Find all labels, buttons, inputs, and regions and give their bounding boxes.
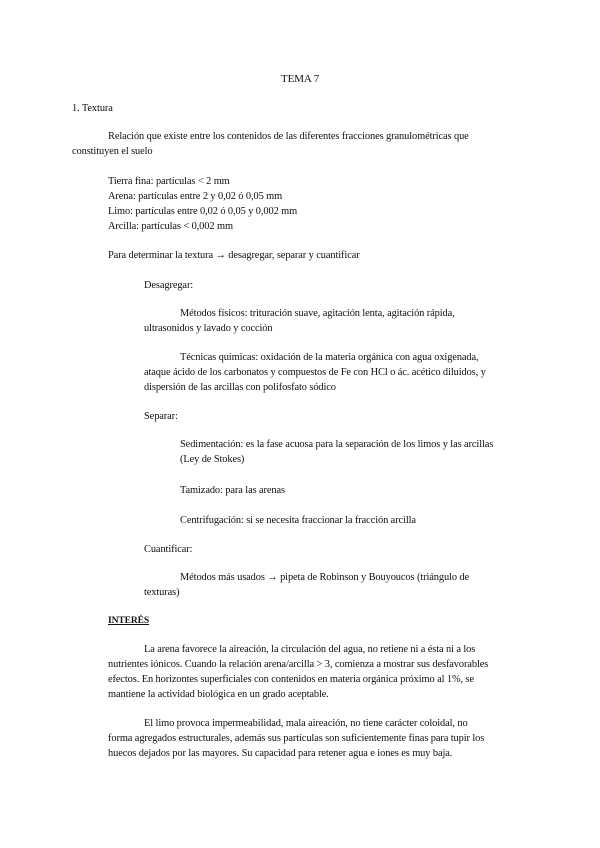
sedimentation-line-2: (Ley de Stokes) bbox=[180, 454, 245, 465]
physical-methods-line-1: Métodos físicos: trituración suave, agitación lenta, agitación rápida, bbox=[180, 308, 455, 319]
subheading-separar: Separar: bbox=[144, 411, 178, 422]
physical-methods-line-2: ultrasonidos y lavado y cocción bbox=[144, 323, 273, 334]
fraction-item: Arena: partículas entre 2 y 0,02 ó 0,05 mm bbox=[108, 191, 283, 202]
sand-paragraph-line: mantiene la actividad biológica en un grado aceptable. bbox=[108, 689, 329, 700]
quantify-methods-line-2: texturas) bbox=[144, 587, 180, 598]
chemical-techniques-line-2: ataque ácido de los carbonatos y compuestos de Fe con HCl o ác. acético diluidos, y bbox=[144, 367, 486, 378]
section-heading: 1. Textura bbox=[72, 103, 113, 114]
intro-line-2: constituyen el suelo bbox=[72, 146, 153, 157]
fraction-item: Arcilla: partículas < 0,002 mm bbox=[108, 221, 233, 232]
sand-paragraph-line: La arena favorece la aireación, la circulación del agua, no retiene ni a ésta ni a los bbox=[144, 644, 476, 655]
page-title: TEMA 7 bbox=[281, 73, 320, 85]
interes-heading: INTERÉS bbox=[108, 616, 150, 626]
chemical-techniques-line-1: Técnicas químicas: oxidación de la materia orgánica con agua oxigenada, bbox=[180, 352, 479, 363]
sand-paragraph-line: nutrientes iónicos. Cuando la relación arena/arcilla > 3, comienza a mostrar sus desfavorables bbox=[108, 659, 489, 670]
subheading-desagregar: Desagregar: bbox=[144, 280, 194, 291]
sedimentation-line-1: Sedimentación: es la fase acuosa para la separación de los limos y las arcillas bbox=[180, 439, 494, 450]
determine-line: Para determinar la textura → desagregar, separar y cuantificar bbox=[108, 250, 360, 261]
chemical-techniques-line-3: dispersión de las arcillas con polifosfato sódico bbox=[144, 382, 336, 393]
silt-paragraph-line: forma agregados estructurales, además sus partículas son suficientemente finas para tupir los bbox=[108, 733, 485, 744]
sand-paragraph-line: efectos. En horizontes superficiales con contenidos en materia orgánica próximo al 1%, se bbox=[108, 674, 474, 685]
centrifugation-line: Centrifugación: si se necesita fraccionar la fracción arcilla bbox=[180, 515, 416, 526]
intro-line-1: Relación que existe entre los contenidos de las diferentes fracciones granulométricas que bbox=[108, 131, 469, 142]
fraction-item: Limo: partículas entre 0,02 ó 0,05 y 0,002 mm bbox=[108, 206, 298, 217]
silt-paragraph-line: El limo provoca impermeabilidad, mala aireación, no tiene carácter coloidal, no bbox=[144, 718, 468, 729]
fraction-item: Tierra fina: partículas < 2 mm bbox=[108, 176, 230, 187]
sieving-line: Tamizado: para las arenas bbox=[180, 485, 285, 496]
quantify-methods-line-1: Métodos más usados → pipeta de Robinson y Bouyoucos (triángulo de bbox=[180, 572, 470, 583]
silt-paragraph-line: huecos dejados por las mayores. Su capacidad para retener agua e iones es muy baja. bbox=[108, 748, 453, 759]
subheading-cuantificar: Cuantificar: bbox=[144, 544, 193, 555]
